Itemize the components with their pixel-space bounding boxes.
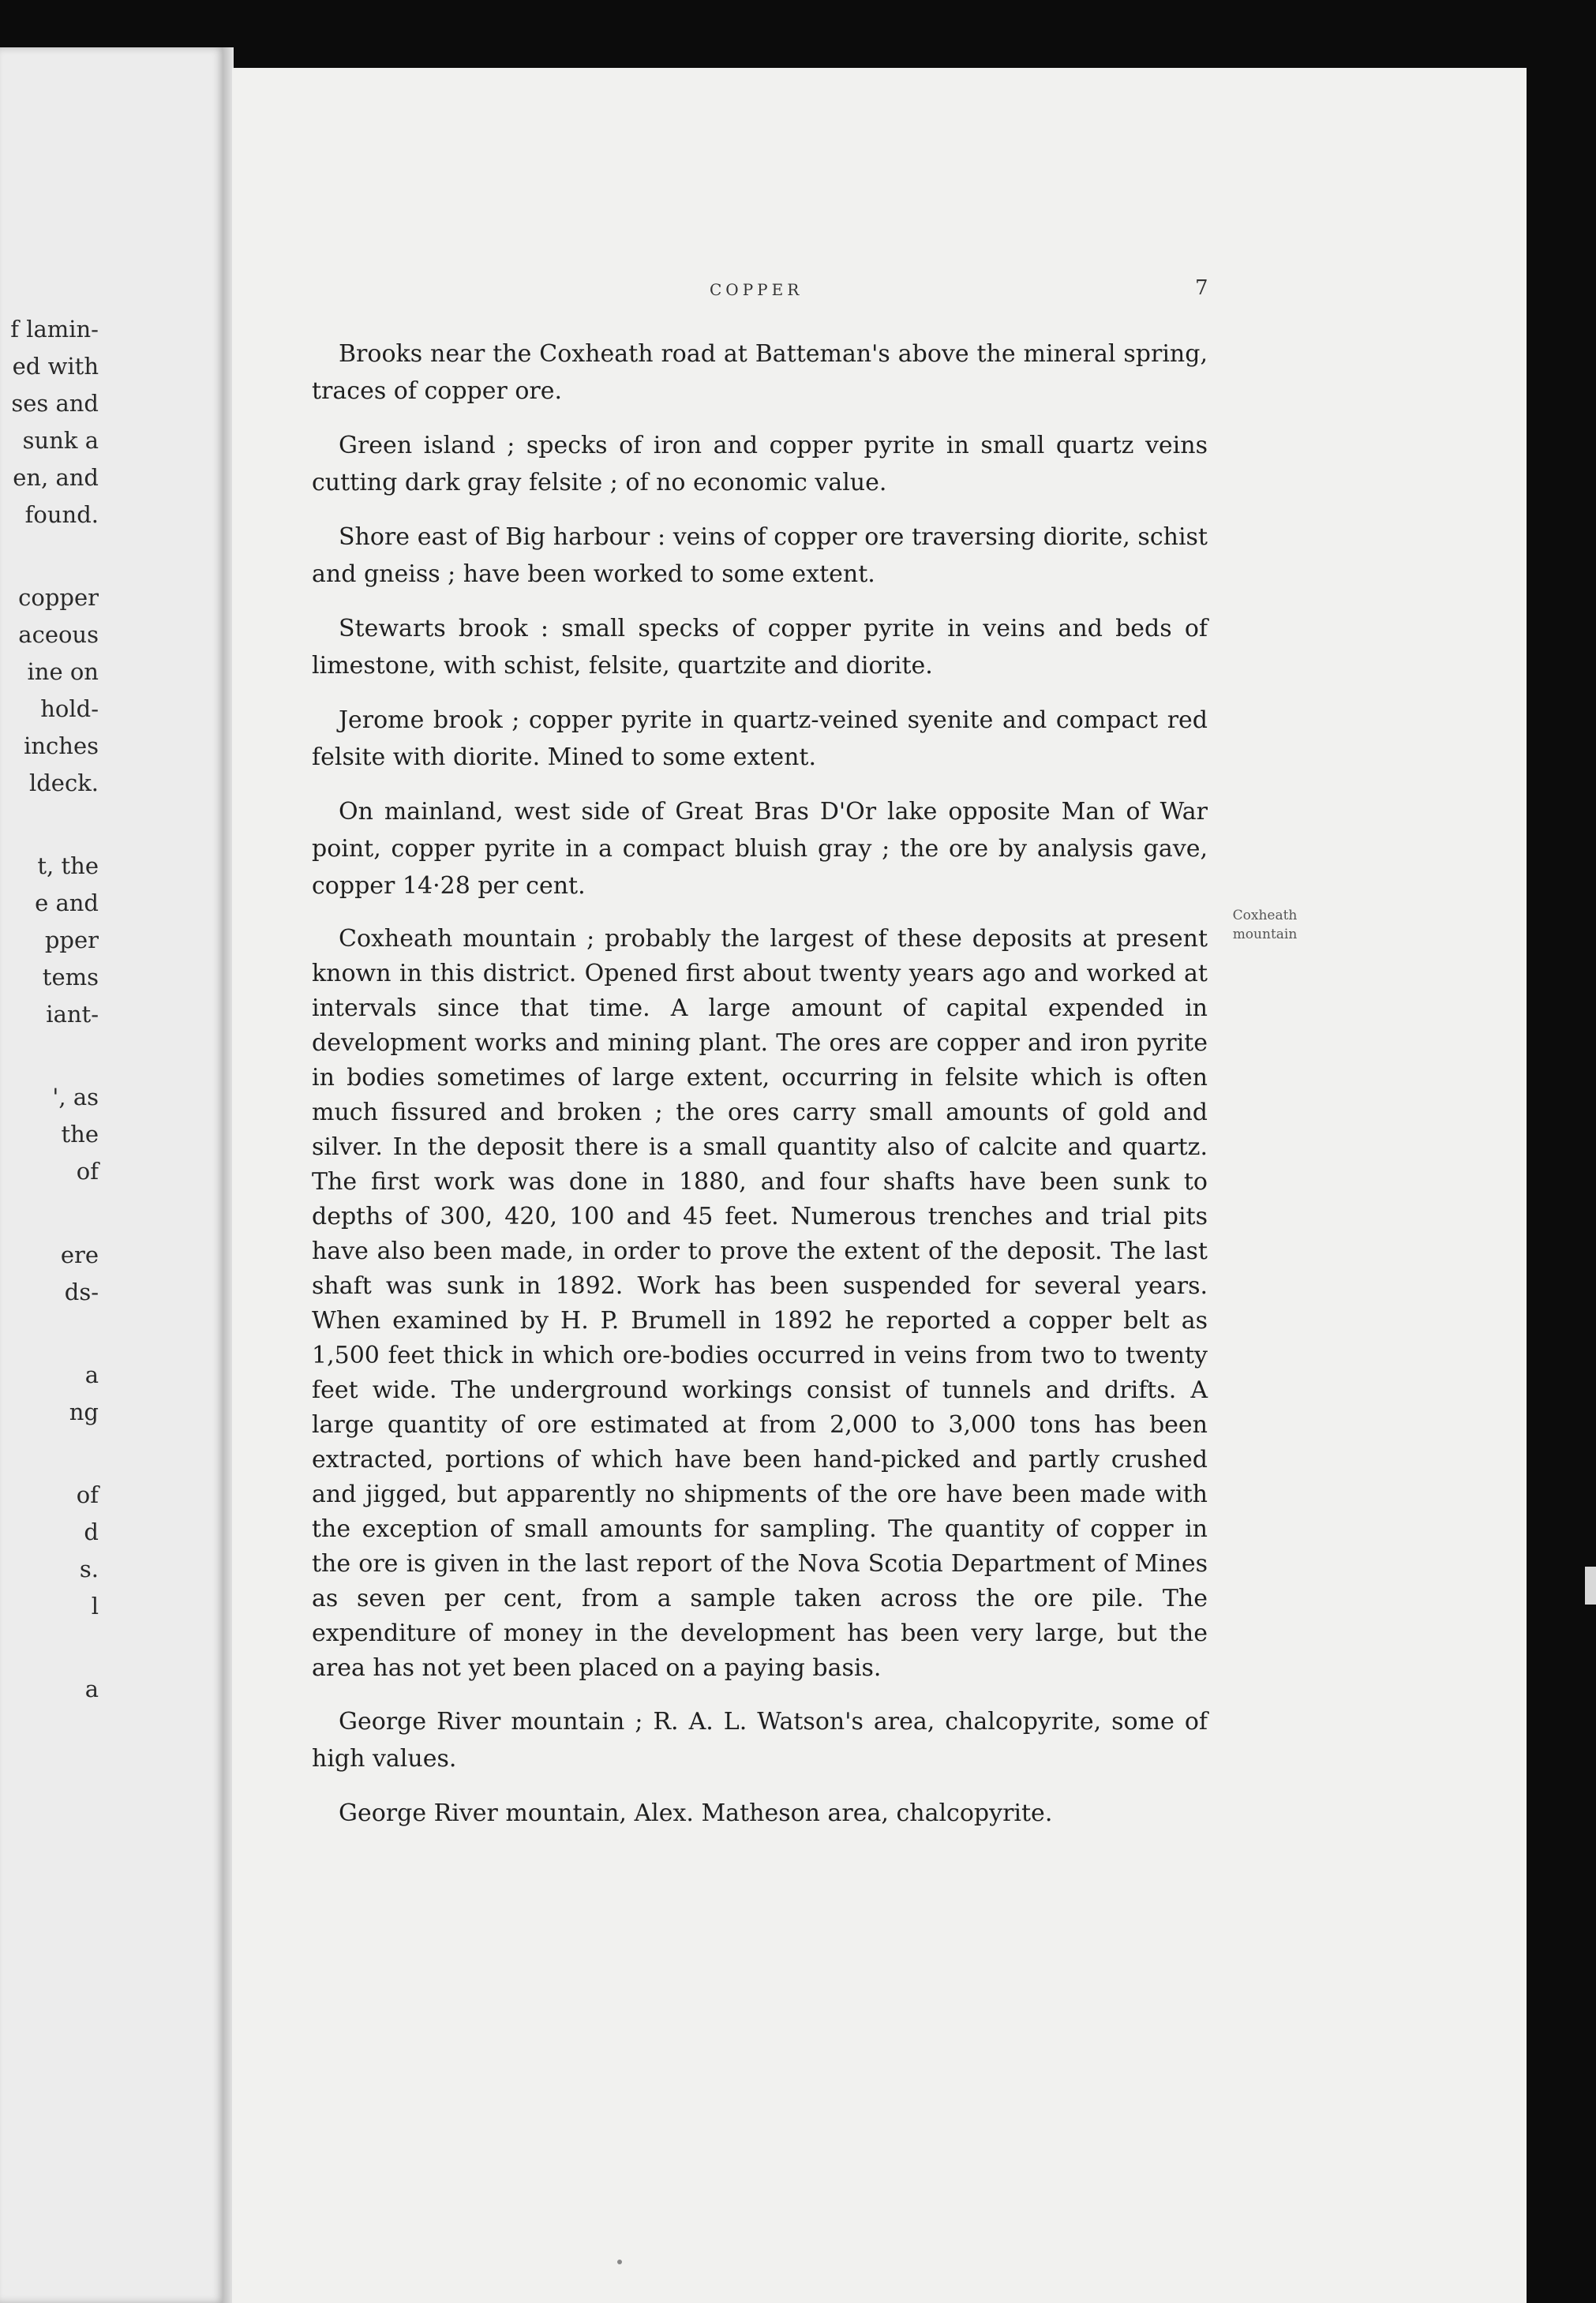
left-page-fragment: l bbox=[91, 1593, 99, 1620]
left-page-fragment: ds- bbox=[64, 1279, 99, 1305]
left-page bbox=[0, 47, 225, 2303]
left-page-fragment: ng bbox=[69, 1399, 99, 1425]
page-edge-mark bbox=[1585, 1567, 1596, 1605]
paragraph: On mainland, west side of Great Bras D'Or lake opposite Man of War point, copper pyrite in a compact bluish gray ; the ore by analysis gave, copper 14·28 per cent. bbox=[312, 798, 1208, 900]
left-page-fragment: of bbox=[76, 1481, 99, 1508]
left-page-fragment: e and bbox=[35, 889, 99, 916]
scan-speck bbox=[617, 2260, 622, 2264]
paragraph: George River mountain, Alex. Matheson area, chalcopyrite. bbox=[339, 1799, 1053, 1827]
paragraph: Shore east of Big harbour : veins of copper ore traversing diorite, schist and gneiss ; have been worked to some extent. bbox=[312, 523, 1208, 588]
margin-note: Coxheath mountain bbox=[1232, 908, 1298, 942]
left-page-fragment: s. bbox=[79, 1556, 99, 1582]
left-page-fragment: f lamin- bbox=[10, 316, 99, 343]
page-number: 7 bbox=[1195, 276, 1208, 300]
left-page-fragment: iant- bbox=[46, 1001, 99, 1028]
paragraph: Stewarts brook : small specks of copper pyrite in veins and beds of limestone, with schist, felsite, quartzite and diorite. bbox=[312, 615, 1208, 680]
left-page-fragment: ', as bbox=[52, 1084, 99, 1110]
left-page-fragment: hold- bbox=[40, 695, 99, 722]
left-page-fragment: ed with bbox=[12, 353, 99, 380]
left-page-fragment: copper bbox=[18, 584, 99, 611]
left-page-fragment: of bbox=[76, 1158, 99, 1185]
body-text bbox=[312, 335, 1208, 1849]
paragraph: Green island ; specks of iron and copper pyrite in small quartz veins cutting dark gray felsite ; of no economic value. bbox=[312, 432, 1208, 496]
left-page-fragment: inches bbox=[24, 732, 99, 759]
left-page-fragment: ere bbox=[60, 1241, 99, 1268]
paragraph-coxheath: Coxheath mountain ; probably the largest of these deposits at present known in this district. Opened first about twenty years ago and worked at intervals since that time. A large amount of capital expended in development works and mining plant. The ores are copper and iron pyrite in bodies sometimes of large extent, occurring in felsite which is often much fissured and broken ; the ores carry small amounts of gold and silver. In the deposit there is a small quantity also of calcite and quartz. The first work was done in 1880, and four shafts have been sunk to depths of 300, 420, 100 and 45 feet. Numerous trenches and trial pits have also been made, in order to prove the extent of the deposit. The last shaft was sunk in 1892. Work has been suspended for several years. When examined by H. P. Brumell in 1892 he reported a copper belt as 1,500 feet thick in which ore-bodies occurred in veins from two to twenty feet wide. The underground workings consist of tunnels and drifts. A large quantity of ore estimated at from 2,000 to 3,000 tons has been extracted, portions of which have been hand-picked and partly crushed and jigged, but apparently no shipments of the ore have been made with the exception of small amounts for sampling. The quantity of copper in the ore is given in the last report of the Nova Scotia Department of Mines as seven per cent, from a sample taken across the ore pile. The expenditure of money in the development has been very large, but the area has not yet been placed on a paying basis. bbox=[312, 925, 1208, 1682]
left-page-fragment: the bbox=[61, 1121, 99, 1148]
left-page-fragment: found. bbox=[24, 501, 99, 528]
left-page-fragment: aceous bbox=[18, 621, 99, 648]
left-page-fragment: tems bbox=[42, 964, 99, 990]
paragraph: Brooks near the Coxheath road at Batteman's above the mineral spring, traces of copper ore. bbox=[312, 340, 1208, 405]
left-page-fragment: ine on bbox=[27, 658, 99, 685]
left-page-fragment: ldeck. bbox=[28, 770, 99, 796]
left-page-fragment: d bbox=[84, 1518, 99, 1545]
left-page-fragment: en, and bbox=[13, 464, 99, 491]
left-page-fragment: sunk a bbox=[22, 427, 99, 454]
left-page-fragment: t, the bbox=[37, 852, 99, 879]
left-page-fragment: a bbox=[84, 1361, 99, 1388]
running-head: COPPER bbox=[710, 280, 804, 299]
left-page-fragment: ses and bbox=[11, 390, 99, 417]
paragraph: Jerome brook ; copper pyrite in quartz-veined syenite and compact red felsite with diorite. Mined to some extent. bbox=[312, 706, 1208, 771]
left-page-fragment: pper bbox=[44, 927, 99, 953]
paragraph: George River mountain ; R. A. L. Watson's area, chalcopyrite, some of high values. bbox=[312, 1708, 1208, 1773]
left-page-fragment: a bbox=[84, 1676, 99, 1702]
